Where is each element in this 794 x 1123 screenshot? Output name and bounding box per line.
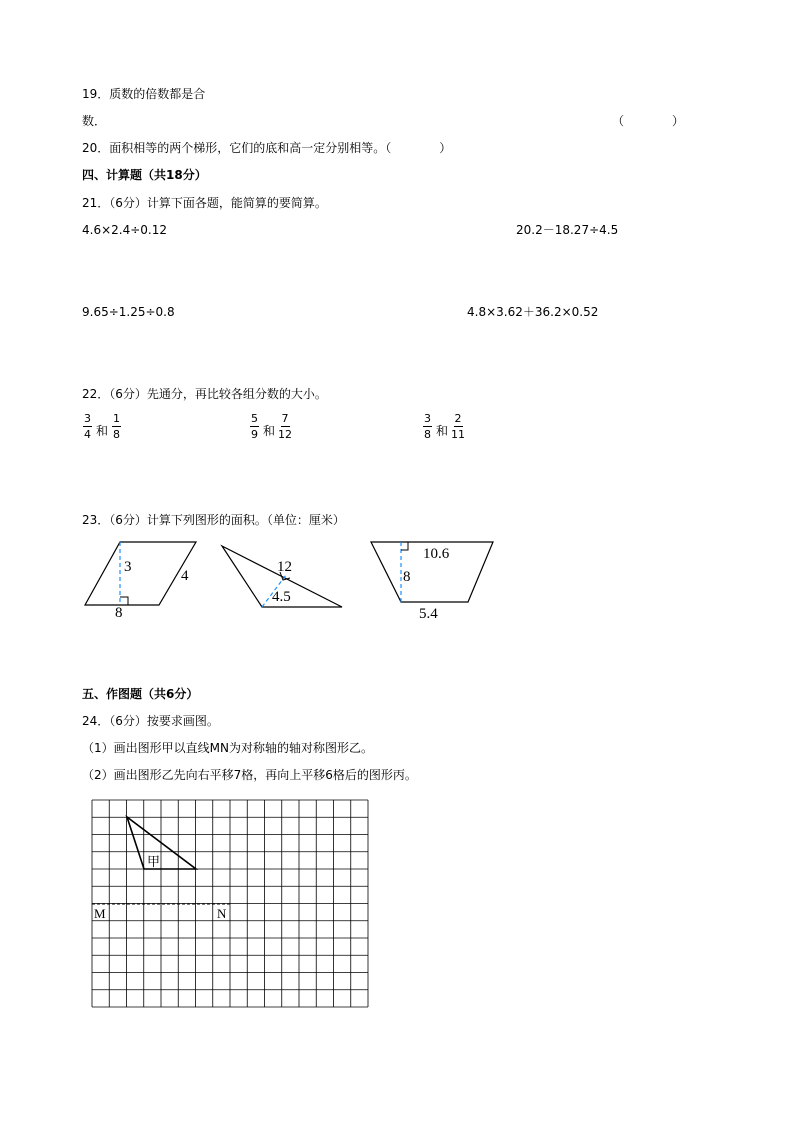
triangle-base-label: 12 (277, 559, 292, 575)
q22-title: 22．（6分）先通分，再比较各组分数的大小。 (82, 387, 327, 401)
q19-line2: 数． (82, 114, 107, 128)
q21-expr-3: 9.65÷1.25÷0.8 (82, 305, 175, 319)
trapezoid-height-label: 8 (403, 569, 411, 585)
q22-pair1-connector: 和 (96, 424, 109, 438)
q21-expr-4: 4.8×3.62＋36.2×0.52 (467, 305, 599, 319)
denominator: 8 (113, 428, 120, 441)
q24-item1: （1）画出图形甲以直线MN为对称轴的轴对称图形乙。 (82, 741, 373, 755)
numerator: 3 (424, 412, 431, 425)
q21-expr-1: 4.6×2.4÷0.12 (82, 223, 167, 237)
triangle-height-label: 4.5 (272, 589, 291, 605)
parallelogram-height-label: 3 (124, 559, 132, 575)
denominator: 4 (84, 428, 91, 441)
denominator: 8 (424, 428, 431, 441)
numerator: 1 (113, 412, 120, 425)
denominator: 9 (251, 428, 258, 441)
trapezoid-bottom-label: 5.4 (419, 606, 438, 622)
q22-pair3-connector: 和 (436, 424, 449, 438)
numerator: 7 (281, 412, 289, 425)
q21-expr-2: 20.2－18.27÷4.5 (516, 223, 619, 237)
q20-text: 20．面积相等的两个梯形，它们的底和高一定分别相等。（ ） (82, 141, 452, 155)
parallelogram-side-label: 4 (181, 568, 189, 584)
q22-pair2-connector: 和 (263, 424, 276, 438)
numerator: 5 (251, 412, 258, 425)
parallelogram-base-label: 8 (115, 605, 123, 621)
numerator: 3 (84, 412, 91, 425)
point-m-label: M (94, 906, 106, 921)
q23-title: 23．（6分）计算下列图形的面积。（单位：厘米） (82, 513, 345, 527)
denominator: 11 (451, 428, 465, 441)
q21-title: 21．（6分）计算下面各题，能简算的要简算。 (82, 196, 327, 210)
section4-title: 四、计算题（共18分） (82, 168, 207, 182)
denominator: 12 (278, 428, 292, 441)
point-n-label: N (217, 906, 227, 921)
shape-jia-label: 甲 (147, 854, 161, 869)
shape-jia-triangle (127, 817, 196, 869)
q24-item2: （2）画出图形乙先向右平移7格，再向上平移6格后的图形丙。 (82, 768, 417, 782)
q19-answer-paren: （ ） (612, 114, 685, 128)
q19-line1: 19．质数的倍数都是合 (82, 87, 206, 101)
trapezoid-top-label: 10.6 (423, 546, 450, 562)
numerator: 2 (454, 412, 462, 425)
section5-title: 五、作图题（共6分） (82, 687, 199, 701)
q24-title: 24．（6分）按要求画图。 (82, 714, 219, 728)
